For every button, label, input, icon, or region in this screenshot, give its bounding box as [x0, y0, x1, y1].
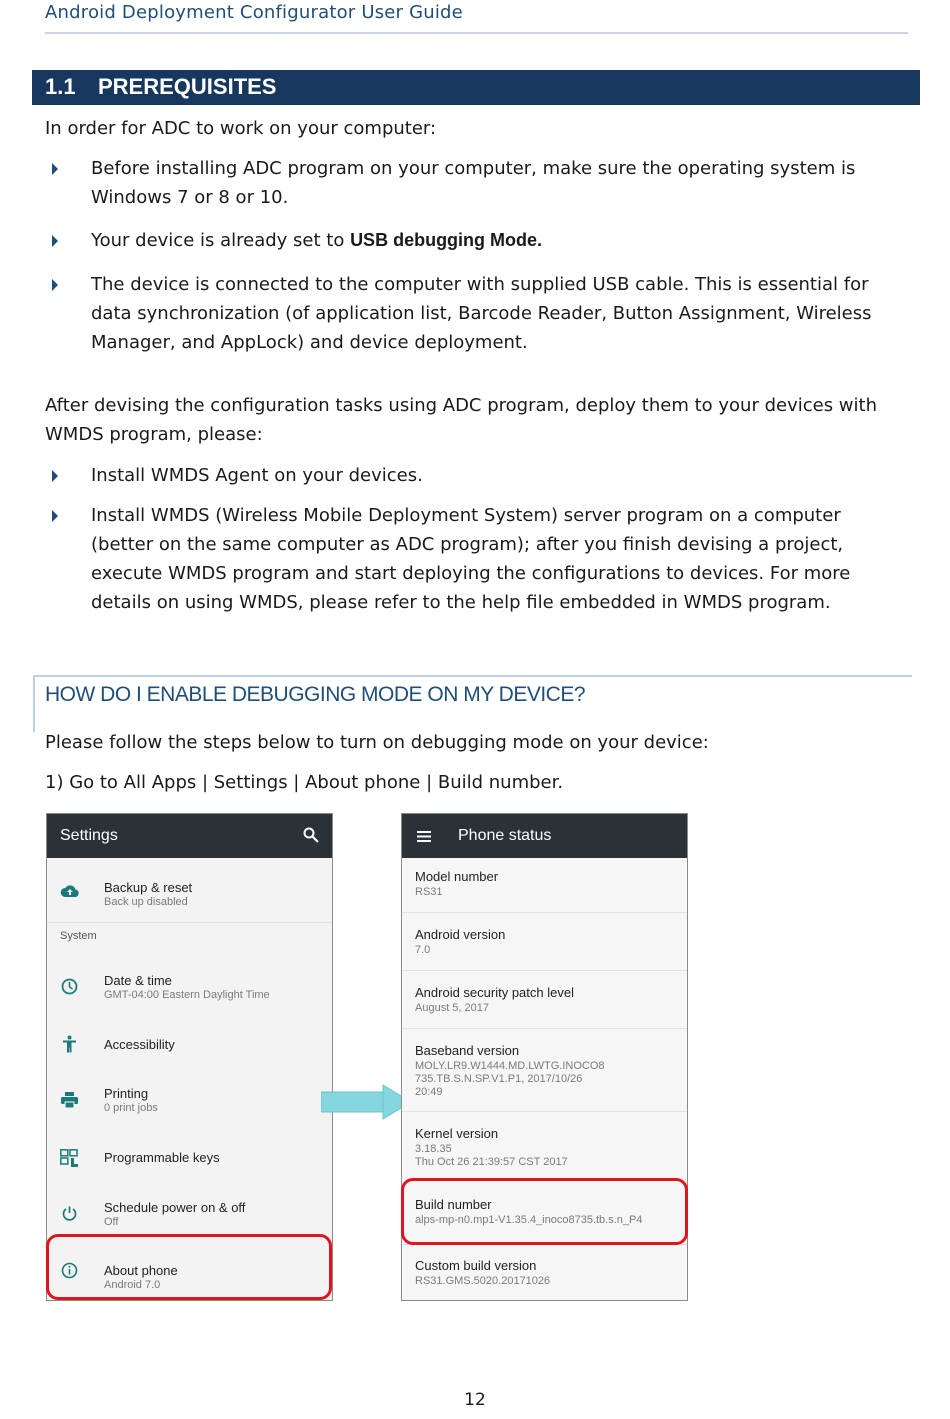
cloud-upload-icon — [60, 884, 80, 898]
settings-item-subtitle: GMT-04:00 Eastern Daylight Time — [104, 989, 270, 1001]
bullet-marker-icon — [52, 163, 58, 175]
status-item-kernel-version — [402, 1112, 687, 1176]
deploy-bullet-1: Install WMDS Agent on your devices. — [91, 465, 423, 486]
prereq-bullet-2-text: Your device is already set to — [91, 230, 351, 251]
status-item-title: Kernel version — [415, 1126, 499, 1141]
settings-item-title: About phone — [104, 1263, 178, 1278]
status-item-title: Android security patch level — [415, 985, 574, 1000]
status-item-value: RS31.GMS.5020.20171026 — [415, 1275, 551, 1287]
prereq-bullet-3: The device is connected to the computer with supplied USB cable. This is essential for data synchronization (of application list, Barcode Reader, Button Assignment, Wireless Manager, and AppLock) and device deployment. — [91, 274, 872, 353]
step-1: 1) Go to All Apps | Settings | About phone | Build number. — [45, 772, 564, 793]
menu-icon[interactable] — [417, 831, 431, 842]
settings-item-subtitle: Back up disabled — [104, 896, 188, 908]
status-item-value: 20:49 — [415, 1086, 443, 1098]
section-heading — [32, 70, 920, 105]
faq-heading: HOW DO I ENABLE DEBUGGING MODE ON MY DEVICE? — [45, 683, 586, 706]
settings-item-backup[interactable] — [47, 858, 332, 923]
deploy-paragraph: After devising the configuration tasks using ADC program, deploy them to your devices with WMDS program, please: — [45, 395, 877, 445]
settings-item-title: Printing — [104, 1086, 149, 1101]
keys-icon — [60, 1149, 80, 1167]
steps-intro: Please follow the steps below to turn on debugging mode on your device: — [45, 732, 709, 753]
status-item-value: 735.TB.S.N.SP.V1.P1, 2017/10/26 — [415, 1073, 583, 1085]
status-item-value: Thu Oct 26 21:39:57 CST 2017 — [415, 1156, 568, 1168]
page-number: 12 — [464, 1390, 486, 1410]
settings-item-title: Backup & reset — [104, 880, 193, 895]
settings-item-title: Programmable keys — [104, 1150, 220, 1165]
about-phone-highlight — [46, 1234, 332, 1300]
settings-item-title: Date & time — [104, 973, 172, 988]
header-rule — [45, 32, 908, 34]
settings-item-printing[interactable] — [47, 1072, 332, 1132]
phone-status-title: Phone status — [458, 827, 552, 844]
bullet-marker-icon — [52, 235, 58, 247]
usb-debugging-mode-emphasis: USB debugging Mode. — [350, 230, 543, 250]
clock-icon — [61, 978, 78, 995]
section-title: PREREQUISITES — [98, 74, 277, 99]
settings-item-programmable-keys[interactable] — [47, 1132, 332, 1186]
printer-icon — [61, 1092, 78, 1108]
bullet-marker-icon — [52, 279, 58, 291]
settings-item-title: Schedule power on & off — [104, 1200, 246, 1215]
status-item-title: Custom build version — [415, 1258, 537, 1273]
running-header: Android Deployment Configurator User Guide — [45, 2, 463, 23]
status-item-custom-build — [402, 1244, 687, 1301]
status-item-value: 7.0 — [415, 944, 431, 956]
section-number: 1.1 — [45, 74, 76, 99]
search-icon[interactable] — [303, 827, 319, 843]
settings-item-subtitle: Off — [104, 1216, 119, 1228]
settings-item-date-time[interactable] — [47, 954, 332, 1020]
deploy-bullet-2: Install WMDS (Wireless Mobile Deployment System) server program on a computer (better on the same computer as ADC program); after you finish devising a project, execute WMDS program and start deploying the configurations to devices. For more details on using WMDS, please refer to the help file embedded in WMDS program. — [91, 505, 851, 613]
status-item-title: Baseband version — [415, 1043, 520, 1058]
status-item-title: Model number — [415, 869, 499, 884]
status-item-model-number — [402, 858, 687, 913]
status-item-value: August 5, 2017 — [415, 1002, 490, 1014]
status-item-baseband-version — [402, 1029, 687, 1112]
status-item-title: Android version — [415, 927, 506, 942]
system-category-label: System — [60, 930, 97, 942]
status-item-value: 3.18.35 — [415, 1143, 452, 1155]
status-item-security-patch — [402, 971, 687, 1029]
settings-title: Settings — [60, 827, 118, 844]
arrow-icon — [321, 1083, 413, 1121]
prereq-bullet-1: Before installing ADC program on your computer, make sure the operating system is Windows 7 or 8 or 10. — [91, 158, 856, 208]
bullet-marker-icon — [52, 510, 58, 522]
settings-item-subtitle: 0 print jobs — [104, 1102, 158, 1114]
settings-item-title: Accessibility — [104, 1037, 175, 1052]
settings-item-subtitle: Android 7.0 — [104, 1279, 161, 1291]
bullet-marker-icon — [52, 470, 58, 482]
intro-paragraph: In order for ADC to work on your computer: — [45, 118, 437, 139]
power-schedule-icon — [62, 1206, 77, 1221]
status-item-title: Build number — [415, 1197, 492, 1212]
build-number-highlight — [401, 1178, 688, 1245]
status-item-android-version — [402, 913, 687, 971]
settings-app-bar — [47, 814, 332, 858]
accessibility-icon — [62, 1035, 77, 1053]
settings-item-accessibility[interactable] — [47, 1020, 332, 1072]
prereq-bullet-2 — [91, 226, 911, 255]
settings-screenshot — [46, 813, 333, 1301]
phone-status-app-bar — [402, 814, 687, 858]
status-item-value: RS31 — [415, 886, 443, 898]
status-item-value: alps-mp-n0.mp1-V1.35.4_inoco8735.tb.s.n_P4 — [415, 1214, 643, 1226]
settings-item-schedule-power[interactable] — [47, 1186, 332, 1234]
status-item-value: MOLY.LR9.W1444.MD.LWTG.INOCO8 — [415, 1060, 605, 1072]
